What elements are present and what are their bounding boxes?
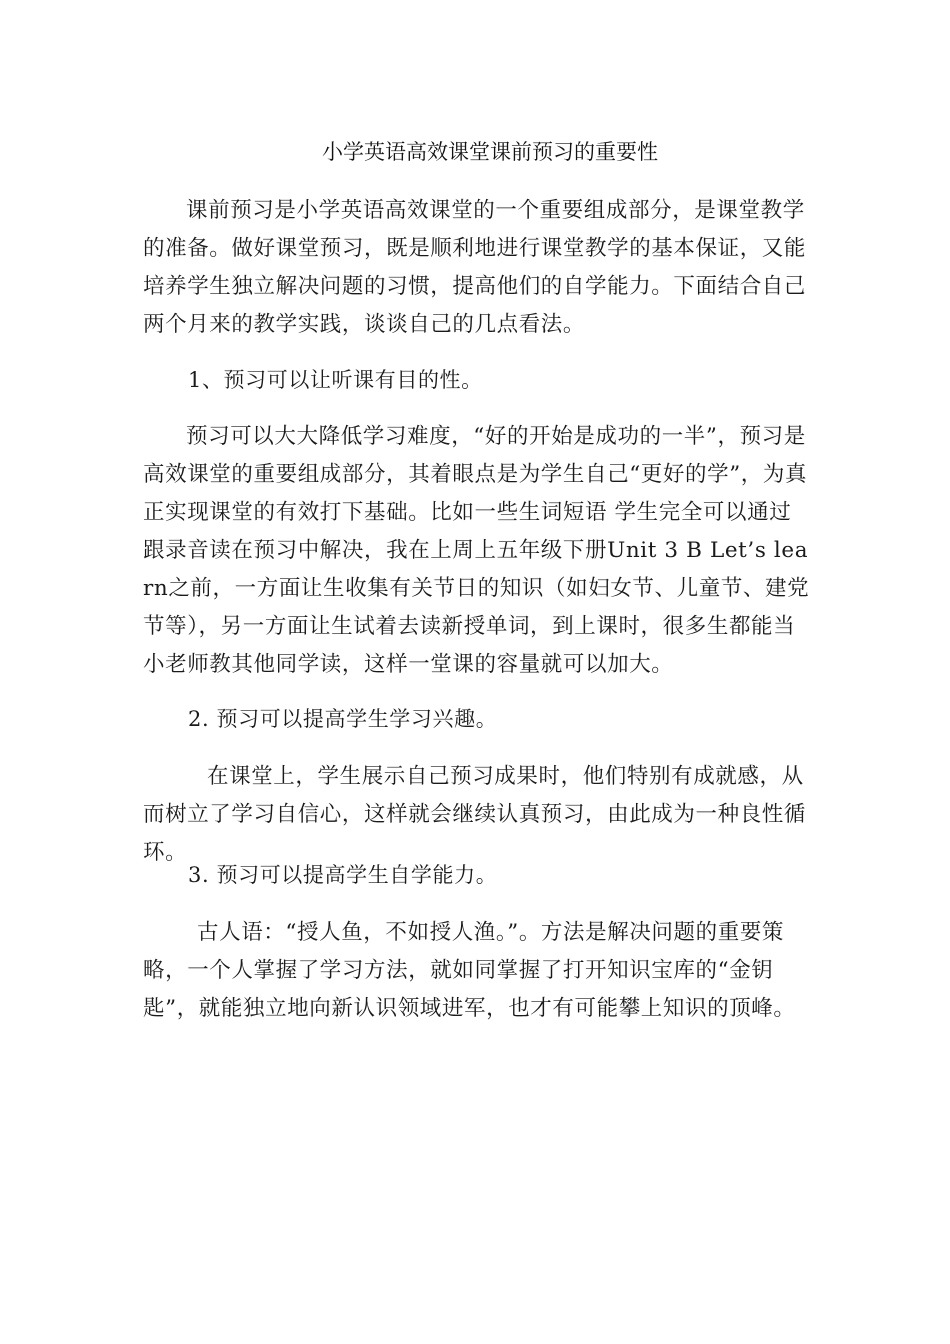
document-title: 小学英语高效课堂课前预习的重要性: [322, 140, 658, 164]
section-1-heading: 1、预习可以让听课有目的性。: [188, 368, 483, 392]
section-3-heading: 3. 预习可以提高学生自学能力。: [188, 863, 498, 887]
section-1-paragraph: 预习可以大大降低学习难度，“好的开始是成功的一半”，预习是高效课堂的重要组成部分，其着眼点是为学生自己“更好的学”，为真正实现课堂的有效打下基础。比如一些生词短语 学生完全可以通过跟录音读在预习中解决，我在上周上五年级下册Unit 3 B Let’s learn之前，一方面让生收集有关节日的知识（如妇女节、儿童节、建党节等），另一方面让生试着去读新授单词，到上课时，很多生都能当小老师教其他同学读，这样一堂课的容量就可以加大。: [143, 424, 810, 677]
section-2-heading: 2. 预习可以提高学生学习兴趣。: [188, 707, 498, 731]
intro-paragraph: 课前预习是小学英语高效课堂的一个重要组成部分，是课堂教学的准备。做好课堂预习，既是顺利地进行课堂教学的基本保证，又能培养学生独立解决问题的习惯，提高他们的自学能力。下面结合自己两个月来的教学实践，谈谈自己的几点看法。: [143, 198, 807, 337]
section-2-paragraph: 在课堂上，学生展示自己预习成果时，他们特别有成就感，从而树立了学习自信心，这样就会继续认真预习，由此成为一种良性循环。: [143, 764, 807, 865]
section-3-paragraph: 古人语：“授人鱼，不如授人渔。”。方法是解决问题的重要策略，一个人掌握了学习方法，就如同掌握了打开知识宝库的“金钥匙”，就能独立地向新认识领域进军，也才有可能攀上知识的顶峰。: [143, 920, 796, 1021]
